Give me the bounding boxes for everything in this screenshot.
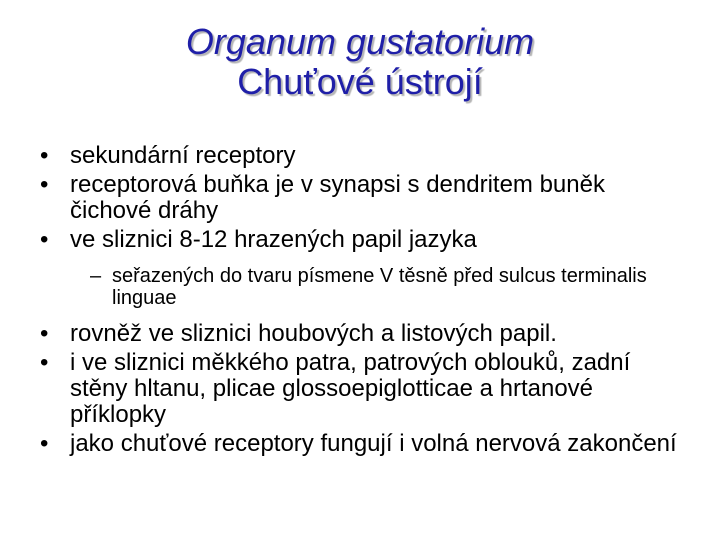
- bullet-marker: •: [40, 320, 49, 347]
- bullet-text: ve sliznici 8-12 hrazených papil jazyka: [70, 226, 477, 253]
- bullet-text: receptorová buňka je v synapsi s dendritem buněk čichové dráhy: [70, 171, 605, 224]
- bullet-item: [40, 143, 680, 169]
- bullet-marker: •: [40, 171, 49, 198]
- sub-bullet-item: [90, 265, 680, 309]
- bullet-marker: •: [40, 430, 49, 457]
- bullet-item: [40, 350, 680, 428]
- title-line-czech: Chuťové ústrojí: [237, 61, 483, 102]
- bullet-item: [40, 431, 680, 457]
- sub-bullet-marker: –: [90, 265, 102, 287]
- bullet-text: i ve sliznici měkkého patra, patrových oblouků, zadní stěny hltanu, plicae glossoepiglotticae a hrtanové příklopky: [70, 349, 631, 428]
- bullet-marker: •: [40, 349, 49, 376]
- bullet-item: [40, 172, 680, 224]
- bullet-marker: •: [40, 142, 49, 169]
- sub-bullet-text: seřazených do tvaru písmene V těsně před sulcus terminalis linguae: [112, 265, 647, 309]
- slide-title: [60, 22, 660, 102]
- bullet-text: rovněž ve sliznici houbových a listových papil.: [70, 320, 557, 347]
- title-line-latin: Organum gustatorium: [185, 21, 535, 62]
- bullet-item: [40, 321, 680, 347]
- bullet-marker: •: [40, 226, 49, 253]
- bullet-text: jako chuťové receptory fungují i volná nervová zakončení: [70, 430, 677, 457]
- bullet-item: [40, 227, 680, 253]
- bullet-text: sekundární receptory: [70, 142, 296, 169]
- bullet-list: [40, 143, 680, 460]
